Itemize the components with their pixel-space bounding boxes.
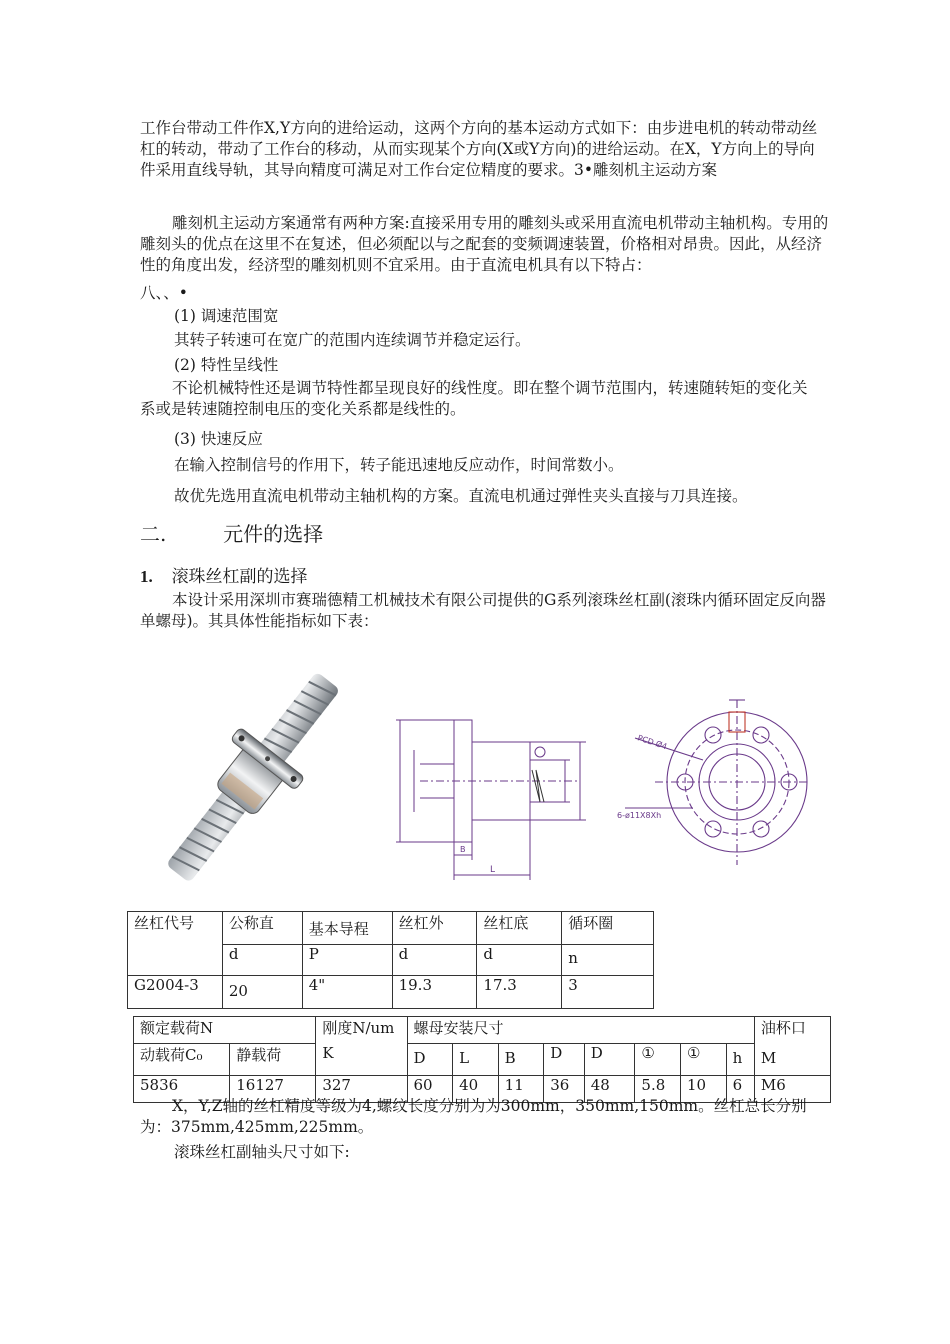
- t2-cell-d1: 60: [407, 1076, 453, 1103]
- t1-cell-turns: 3: [562, 976, 654, 1009]
- t1-symbol-turns: n: [562, 945, 654, 976]
- subsection-heading: [140, 562, 308, 587]
- t2-col-m: M: [754, 1044, 830, 1076]
- t2-cell-circle2: 10: [680, 1076, 726, 1103]
- conclusion: 故优先选用直流电机带动主轴机构的方案。直流电机通过弹性夹头直接与刀具连接。: [174, 487, 748, 505]
- nut-section-drawing: [380, 690, 610, 885]
- paragraph-main-motion: 雕刻机主运动方案通常有两种方案:直接采用专用的雕刻头或采用直流电机带动主轴机构。专用的雕刻头的优点在这里不在复述，但必须配以与之配套的变频调速装置，价格相对昂贵。因此，从经济性的角度出发，经济型的雕刻机则不宜采用。由于直流电机具有以下特占：: [140, 214, 829, 274]
- t1-header-lead: 基本导程: [302, 912, 392, 945]
- t2-cell-dynamic: 5836: [134, 1076, 230, 1103]
- section-heading: [140, 518, 323, 547]
- section-number: 二.: [140, 522, 167, 546]
- t1-symbol-lead: P: [302, 945, 392, 976]
- t2-col-h: h: [726, 1044, 754, 1076]
- paragraph-supplier: 本设计采用深圳市赛瑞德精工机械技术有限公司提供的G系列滚珠丝杠副(滚珠内循环固定反向器单螺母)。其具体性能指标如下表：: [140, 591, 826, 630]
- label-pcd: PCD Ø4: [636, 733, 669, 752]
- t1-symbol-code: [128, 945, 223, 976]
- feature-3-title: (3) 快速反应: [174, 430, 263, 448]
- t2-cell-m: M6: [754, 1076, 830, 1103]
- spec-table-2: [133, 1016, 831, 1103]
- t1-cell-nominal: 20: [222, 976, 302, 1009]
- t2-col-d3: D: [584, 1044, 635, 1076]
- t1-symbol-nominal: d: [222, 945, 302, 976]
- t2-cell-k: 327: [316, 1076, 407, 1103]
- t2-col-l: L: [453, 1044, 499, 1076]
- t2-col-d2: D: [544, 1044, 585, 1076]
- t1-header-root: 丝杠底: [477, 912, 562, 945]
- spec-table-1: [127, 911, 654, 1009]
- paragraph-shaft-end: 滚珠丝杠副轴头尺寸如下:: [174, 1143, 350, 1161]
- feature-1-title: (1) 调速范围宽: [174, 307, 279, 325]
- t2-header-rated: 额定载荷N: [134, 1017, 316, 1044]
- paragraph-feed-motion: 工作台带动工件作X,Y方向的进给运动，这两个方向的基本运动方式如下：由步进电机的转动带动丝杠的转动，带动了工作台的移动，从而实现某个方向(X或Y方向)的进给运动。在X，Y方向上的导向件采用直线导轨，其导向精度可满足对工作台定位精度的要求。3•雕刻机主运动方案: [140, 119, 818, 179]
- paragraph-fragment: 八、、•: [140, 284, 188, 302]
- t1-symbol-root: d: [477, 945, 562, 976]
- feature-3-desc: 在输入控制信号的作用下，转子能迅速地反应动作，时间常数小。: [174, 456, 624, 474]
- t1-header-outer: 丝杠外: [392, 912, 477, 945]
- t2-header-dynamic: 动载荷C₀: [134, 1044, 230, 1076]
- t1-cell-outer: 19.3: [392, 976, 477, 1009]
- paragraph-precision: X，Y,Z轴的丝杠精度等级为4,螺纹长度分别为为300mm，350mm,150mm。丝杠总长分别为：375mm,425mm,225mm。: [140, 1097, 807, 1136]
- t1-symbol-outer: d: [392, 945, 477, 976]
- subsection-title: 滚珠丝杠副的选择: [171, 567, 308, 587]
- t2-cell-circle1: 5.8: [635, 1076, 681, 1103]
- t1-cell-root: 17.3: [477, 976, 562, 1009]
- t2-header-stiffness: 刚度N/um: [316, 1017, 407, 1044]
- feature-2-title: (2) 特性呈线性: [174, 356, 279, 374]
- t2-col-b: B: [498, 1044, 544, 1076]
- t1-cell-code: G2004-3: [128, 976, 223, 1009]
- t1-header-nominal: 公称直: [222, 912, 302, 945]
- subsection-number: 1.: [140, 567, 153, 586]
- t2-cell-static: 16127: [230, 1076, 316, 1103]
- label-flange: B: [460, 845, 466, 854]
- t2-cell-h: 6: [726, 1076, 754, 1103]
- label-length: L: [490, 865, 496, 875]
- t1-header-turns: 循环圈: [562, 912, 654, 945]
- feature-1-desc: 其转子转速可在宽广的范围内连续调节并稳定运行。: [174, 331, 531, 349]
- t2-cell-d3: 48: [584, 1076, 635, 1103]
- t2-col-d1: D: [407, 1044, 453, 1076]
- label-holes: 6-ø11X8Xh: [617, 811, 662, 820]
- t2-col-circle2: ①: [680, 1044, 726, 1076]
- t2-header-static: 静载荷: [230, 1044, 316, 1076]
- t2-header-oil: 油杯口: [754, 1017, 830, 1044]
- t2-header-mount: 螺母安装尺寸: [407, 1017, 754, 1044]
- t2-cell-d2: 36: [544, 1076, 585, 1103]
- t2-col-circle1: ①: [635, 1044, 681, 1076]
- t1-header-code: 丝杠代号: [128, 912, 223, 945]
- t2-cell-b: 11: [498, 1076, 544, 1103]
- section-title: 元件的选择: [223, 522, 324, 546]
- ball-screw-photo: [150, 665, 355, 890]
- t2-cell-l: 40: [453, 1076, 499, 1103]
- nut-end-view-drawing: [615, 690, 810, 880]
- t1-cell-lead: 4": [302, 976, 392, 1009]
- t2-header-k: K: [316, 1044, 407, 1076]
- feature-2-desc: 不论机械特性还是调节特性都呈现良好的线性度。即在整个调节范围内，转速随转矩的变化关系或是转速随控制电压的变化关系都是线性的。: [140, 379, 808, 418]
